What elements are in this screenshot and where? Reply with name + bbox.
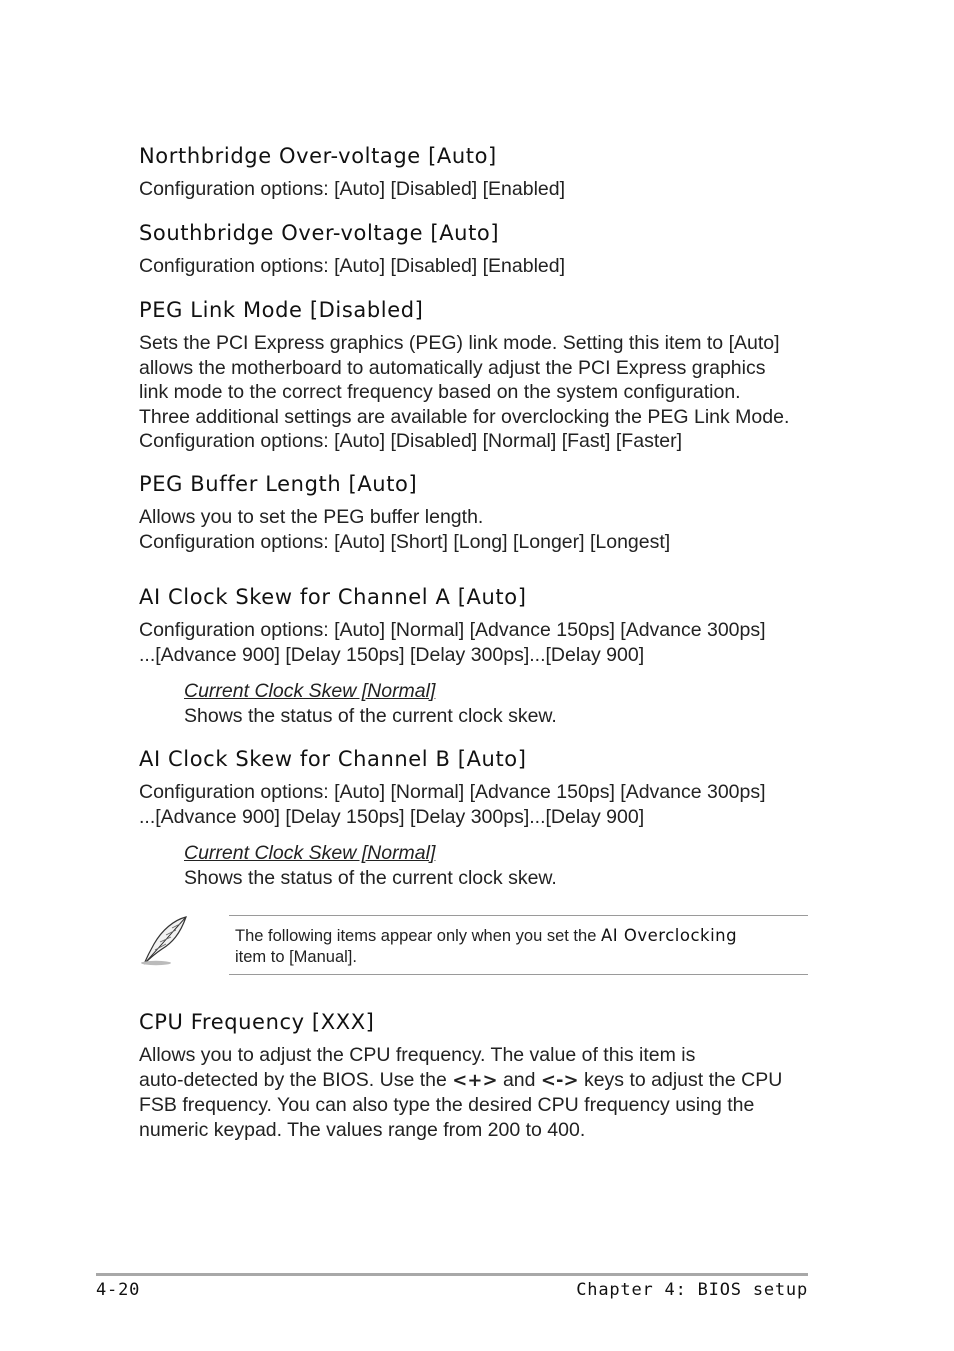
note-text	[235, 925, 795, 968]
body-line: Allows you to adjust the CPU frequency. The value of this item is	[139, 1044, 696, 1066]
section-title-southbridge: Southbridge Over-voltage [Auto]	[139, 221, 500, 245]
note-bottom-rule	[229, 974, 808, 975]
section-body-peg-link-mode	[139, 331, 789, 454]
body-line: Configuration options: [Auto] [Disabled] [Enabled]	[139, 178, 566, 200]
body-line: Configuration options: [Auto] [Disabled] [Normal] [Fast] [Faster]	[139, 430, 682, 452]
section-body-cpu-frequency	[139, 1043, 782, 1142]
body-line: Configuration options: [Auto] [Short] [Long] [Longer] [Longest]	[139, 530, 671, 553]
body-line: Three additional settings are available for overclocking the PEG Link Mode.	[139, 405, 790, 428]
note-highlight: AI Overclocking	[600, 926, 738, 945]
subsection-title: Current Clock Skew [Normal]	[184, 680, 436, 702]
body-line: Configuration options: [Auto] [Disabled] [Enabled]	[139, 255, 566, 277]
body-fragment: keys to adjust the CPU	[578, 1068, 783, 1091]
note-top-rule	[229, 915, 808, 916]
body-line: Configuration options: [Auto] [Normal] [Advance 150ps] [Advance 300ps]	[139, 781, 766, 803]
section-title-peg-buffer-length: PEG Buffer Length [Auto]	[139, 472, 418, 496]
section-body-northbridge	[139, 177, 565, 202]
section-body-clock-skew-b	[139, 780, 766, 829]
body-line: FSB frequency. You can also type the desired CPU frequency using the	[139, 1094, 755, 1116]
body-fragment: and	[497, 1068, 541, 1091]
key-plus: <+>	[452, 1069, 498, 1091]
body-fragment: auto-detected by the BIOS. Use the	[139, 1068, 453, 1091]
body-line: Allows you to set the PEG buffer length.	[139, 506, 484, 528]
body-line: Configuration options: [Auto] [Normal] [Advance 150ps] [Advance 300ps]	[139, 619, 766, 641]
body-line: numeric keypad. The values range from 200 to 400.	[139, 1118, 586, 1141]
chapter-title: Chapter 4: BIOS setup	[576, 1280, 808, 1300]
subsection-text: Shows the status of the current clock skew.	[184, 704, 557, 727]
note-text-after: item to [Manual].	[235, 948, 357, 966]
key-minus: <->	[540, 1069, 579, 1091]
section-title-northbridge: Northbridge Over-voltage [Auto]	[139, 144, 497, 168]
footer-rule	[96, 1273, 808, 1276]
subsection-text: Shows the status of the current clock skew.	[184, 866, 557, 889]
section-body-southbridge	[139, 254, 565, 279]
subsection-clock-skew-a	[184, 679, 557, 728]
body-line: ...[Advance 900] [Delay 150ps] [Delay 300ps]...[Delay 900]	[139, 643, 645, 666]
body-line: link mode to the correct frequency based on the system configuration.	[139, 381, 741, 403]
section-title-clock-skew-b: AI Clock Skew for Channel B [Auto]	[139, 747, 527, 771]
note-text-before: The following items appear only when you set the	[235, 927, 601, 945]
body-line: allows the motherboard to automatically adjust the PCI Express graphics	[139, 356, 766, 379]
section-body-peg-buffer-length	[139, 505, 670, 554]
feather-quill-icon	[138, 914, 192, 968]
section-title-cpu-frequency: CPU Frequency [XXX]	[139, 1010, 375, 1034]
subsection-clock-skew-b	[184, 841, 557, 890]
section-body-clock-skew-a	[139, 618, 766, 667]
section-title-peg-link-mode: PEG Link Mode [Disabled]	[139, 298, 424, 322]
body-line: Sets the PCI Express graphics (PEG) link mode. Setting this item to [Auto]	[139, 332, 780, 354]
section-title-clock-skew-a: AI Clock Skew for Channel A [Auto]	[139, 585, 527, 609]
subsection-title: Current Clock Skew [Normal]	[184, 842, 436, 864]
body-line	[139, 1068, 782, 1094]
page-number: 4-20	[96, 1280, 141, 1300]
body-line: ...[Advance 900] [Delay 150ps] [Delay 300ps]...[Delay 900]	[139, 805, 645, 828]
